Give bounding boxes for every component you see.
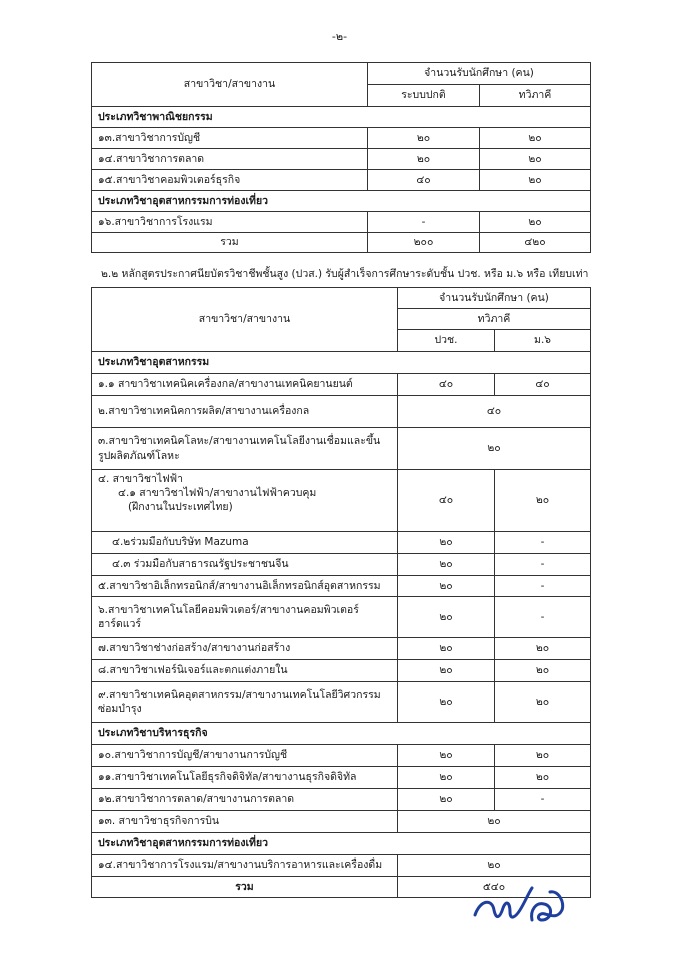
header-subject: สาขาวิชา/สาขางาน <box>92 63 368 107</box>
table-row <box>92 532 591 554</box>
table-row <box>92 597 591 638</box>
subject-name-line: ๖.สาขาวิชาเทคโนโลยีคอมพิวเตอร์/สาขางานคอมพิวเตอร์ <box>98 603 359 616</box>
category-row <box>92 352 591 374</box>
regular-count: ๔๐ <box>368 170 480 191</box>
header-dual: ทวิภาคี <box>398 309 591 330</box>
subject-name-line: ๙.สาขาวิชาเทคนิคอุตสาหกรรม/สาขางานเทคโนโลยีวิศวกรรม <box>98 688 381 701</box>
subject-name-line: ฮาร์ดแวร์ <box>98 618 142 630</box>
m6-count: ๒๐ <box>495 682 591 723</box>
header-pvc: ปวช. <box>398 330 495 352</box>
table-row <box>92 767 591 789</box>
subject-name: ๔.๒ร่วมมือกับบริษัท Mazuma <box>92 532 398 554</box>
table-row <box>92 128 591 149</box>
header-m6: ม.๖ <box>495 330 591 352</box>
m6-count: ๒๐ <box>495 470 591 532</box>
table-header-row <box>92 288 591 309</box>
admission-table-vocational <box>91 62 591 253</box>
m6-count: ๒๐ <box>495 745 591 767</box>
category-tourism: ประเภทวิชาอุตสาหกรรมการท่องเที่ยว <box>92 833 591 855</box>
table-row <box>92 170 591 191</box>
merged-count: ๔๐ <box>398 396 591 428</box>
m6-count: - <box>495 597 591 638</box>
subject-name: ๑๔.สาขาวิชาการตลาด <box>92 149 368 170</box>
header-dual: ทวิภาคี <box>480 85 591 107</box>
table-row <box>92 374 591 396</box>
table-row <box>92 745 591 767</box>
pvc-count: ๔๐ <box>398 470 495 532</box>
total-regular: ๒๐๐ <box>368 233 480 253</box>
total-label: รวม <box>92 877 398 898</box>
dual-count: ๒๐ <box>480 170 591 191</box>
subject-name-line: ซ่อมบำรุง <box>98 703 142 715</box>
total-row <box>92 233 591 253</box>
total-label: รวม <box>92 233 368 253</box>
pvc-count: ๒๐ <box>398 597 495 638</box>
subject-name: ๒.สาขาวิชาเทคนิคการผลิต/สาขางานเครื่องกล <box>92 396 398 428</box>
subject-sub-line: (ฝึกงานในประเทศไทย) <box>128 501 233 514</box>
subject-name <box>92 470 398 532</box>
m6-count: ๒๐ <box>495 660 591 682</box>
category-row <box>92 191 591 212</box>
m6-count: - <box>495 532 591 554</box>
total-value: ๕๔๐ <box>398 877 591 898</box>
m6-count: - <box>495 576 591 597</box>
table-row <box>92 428 591 470</box>
signature <box>470 880 570 930</box>
subject-name <box>92 428 398 470</box>
pvc-count: ๒๐ <box>398 745 495 767</box>
section-heading: ๒.๒ หลักสูตรประกาศนียบัตรวิชาชีพชั้นสูง (ปวส.) รับผู้สำเร็จการศึกษาระดับชั้น ปวช. หรือ ม.๖ หรือ เทียบเท่า <box>101 268 589 280</box>
category-row <box>92 723 591 745</box>
pvc-count: ๒๐ <box>398 532 495 554</box>
subject-name: ๗.สาขาวิชาช่างก่อสร้าง/สาขางานก่อสร้าง <box>92 638 398 660</box>
subject-name: ๑๒.สาขาวิชาการตลาด/สาขางานการตลาด <box>92 789 398 811</box>
merged-count: ๒๐ <box>398 855 591 877</box>
subject-name-line: ๓.สาขาวิชาเทคนิคโลหะ/สาขางานเทคโนโลยีงานเชื่อมและขึ้น <box>98 435 381 448</box>
page-number: -๒- <box>331 30 348 43</box>
subject-name <box>92 682 398 723</box>
table-header-row <box>92 63 591 85</box>
subject-name: ๑๓. สาขาวิชาธุรกิจการบิน <box>92 811 398 833</box>
category-row <box>92 833 591 855</box>
category-tourism: ประเภทวิชาอุตสาหกรรมการท่องเที่ยว <box>92 191 591 212</box>
category-industry: ประเภทวิชาอุตสาหกรรม <box>92 352 591 374</box>
m6-count: ๒๐ <box>495 638 591 660</box>
merged-count: ๒๐ <box>398 811 591 833</box>
regular-count: - <box>368 212 480 233</box>
table-row <box>92 638 591 660</box>
total-dual: ๔๒๐ <box>480 233 591 253</box>
subject-name: ๑๓.สาขาวิชาการบัญชี <box>92 128 368 149</box>
dual-count: ๒๐ <box>480 212 591 233</box>
header-count: จำนวนรับนักศึกษา (คน) <box>368 63 591 85</box>
header-count: จำนวนรับนักศึกษา (คน) <box>398 288 591 309</box>
subject-name: ๑๖.สาขาวิชาการโรงแรม <box>92 212 368 233</box>
m6-count: ๔๐ <box>495 374 591 396</box>
subject-sub-line: ๔.๑ สาขาวิชาไฟฟ้า/สาขางานไฟฟ้าควบคุม <box>118 487 317 500</box>
admission-table-higher-vocational <box>91 287 591 898</box>
subject-name: ๑.๑ สาขาวิชาเทคนิคเครื่องกล/สาขางานเทคนิคยานยนต์ <box>92 374 398 396</box>
header-subject: สาขาวิชา/สาขางาน <box>92 288 398 352</box>
subject-name: ๑๔.สาขาวิชาการโรงแรม/สาขางานบริการอาหารและเครื่องดื่ม <box>92 855 398 877</box>
pvc-count: ๒๐ <box>398 576 495 597</box>
subject-name-line: รูปผลิตภัณฑ์โลหะ <box>98 449 180 462</box>
m6-count: - <box>495 554 591 576</box>
table-row <box>92 811 591 833</box>
pvc-count: ๒๐ <box>398 638 495 660</box>
subject-name: ๔.๓ ร่วมมือกับสาธารณรัฐประชาชนจีน <box>92 554 398 576</box>
subject-name: ๑๕.สาขาวิชาคอมพิวเตอร์ธุรกิจ <box>92 170 368 191</box>
pvc-count: ๒๐ <box>398 554 495 576</box>
pvc-count: ๒๐ <box>398 682 495 723</box>
dual-count: ๒๐ <box>480 149 591 170</box>
pvc-count: ๔๐ <box>398 374 495 396</box>
subject-name: ๕.สาขาวิชาอิเล็กทรอนิกส์/สาขางานอิเล็กทรอนิกส์อุตสาหกรรม <box>92 576 398 597</box>
table-row <box>92 682 591 723</box>
regular-count: ๒๐ <box>368 149 480 170</box>
pvc-count: ๒๐ <box>398 660 495 682</box>
m6-count: - <box>495 789 591 811</box>
merged-count: ๒๐ <box>398 428 591 470</box>
pvc-count: ๒๐ <box>398 789 495 811</box>
table-row <box>92 576 591 597</box>
subject-name <box>92 597 398 638</box>
table-row <box>92 470 591 532</box>
table-row <box>92 789 591 811</box>
table-row <box>92 554 591 576</box>
m6-count: ๒๐ <box>495 767 591 789</box>
dual-count: ๒๐ <box>480 128 591 149</box>
regular-count: ๒๐ <box>368 128 480 149</box>
table-row <box>92 855 591 877</box>
table-row <box>92 212 591 233</box>
pvc-count: ๒๐ <box>398 767 495 789</box>
subject-name-line: ๔. สาขาวิชาไฟฟ้า <box>98 473 183 485</box>
subject-name: ๘.สาขาวิชาเฟอร์นิเจอร์และตกแต่งภายใน <box>92 660 398 682</box>
category-commerce: ประเภทวิชาพาณิชยกรรม <box>92 107 591 128</box>
table-row <box>92 149 591 170</box>
header-regular: ระบบปกติ <box>368 85 480 107</box>
table-row <box>92 396 591 428</box>
table-row <box>92 660 591 682</box>
category-business: ประเภทวิชาบริหารธุรกิจ <box>92 723 591 745</box>
subject-name: ๑๑.สาขาวิชาเทคโนโลยีธุรกิจดิจิทัล/สาขางานธุรกิจดิจิทัล <box>92 767 398 789</box>
subject-name: ๑๐.สาขาวิชาการบัญชี/สาขางานการบัญชี <box>92 745 398 767</box>
category-row <box>92 107 591 128</box>
